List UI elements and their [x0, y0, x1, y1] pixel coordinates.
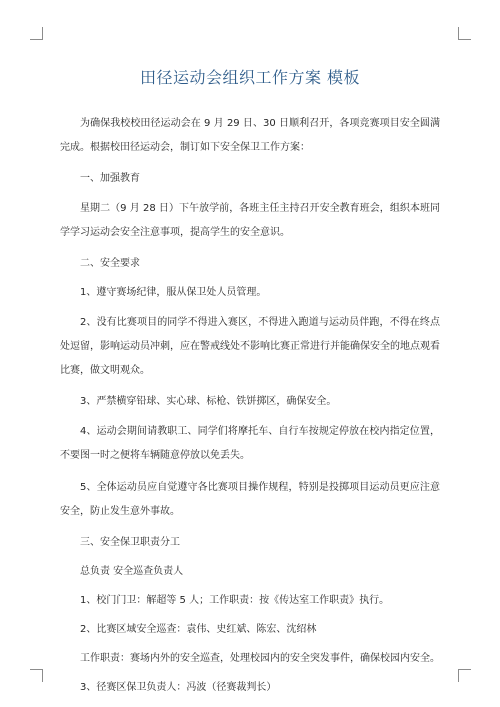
duty-item-3: 3、径赛区保卫负责人：冯波（径赛裁判长） — [80, 682, 277, 693]
crop-mark-bottom-left — [30, 669, 43, 682]
requirement-item-1: 1、遵守赛场纪律，服从保卫处人员管理。 — [80, 287, 267, 298]
duty-overall-lead: 总负责 安全巡查负责人 — [80, 566, 184, 577]
requirement-item-2: 2、没有比赛项目的同学不得进入赛区，不得进入跑道与运动员伴跑，不得在终点处逗留，影响运动员冲刺，应在警戒线处不影响比赛正常进行并能确保安全的地点观看比赛，做文明观众。 — [60, 317, 440, 376]
duty-item-1: 1、校门门卫：解超等 5 人；工作职责：按《传达室工作职责》执行。 — [80, 595, 390, 606]
requirement-item-5: 5、全体运动员应自觉遵守各比赛项目操作规程，特别是投掷项目运动员更应注意安全，防止发生意外事故。 — [60, 482, 440, 517]
crop-mark-top-left — [30, 27, 43, 40]
duty-item-2-responsibility: 工作职责：赛场内外的安全巡查，处理校园内的安全突发事件，确保校园内安全。 — [80, 653, 440, 664]
crop-mark-bottom-right — [458, 669, 471, 682]
intro-paragraph: 为确保我校校田径运动会在 9 月 29 日、30 日顺利召开，各项竞赛项目安全圆满完成。根据校田径运动会，制订如下安全保卫工作方案： — [60, 118, 440, 153]
requirement-item-4: 4、运动会期间请教职工、同学们将摩托车、自行车按规定停放在校内指定位置，不要图一时之便将车辆随意停放以免丢失。 — [60, 426, 440, 461]
crop-mark-top-right — [458, 27, 471, 40]
document-title: 田径运动会组织工作方案 模板 — [139, 68, 361, 87]
document-body — [60, 112, 440, 706]
section-heading-education: 一、加强教育 — [80, 173, 140, 184]
section-heading-duties: 三、安全保卫职责分工 — [80, 537, 180, 548]
section-heading-requirements: 二、安全要求 — [80, 258, 140, 269]
duty-item-2: 2、比赛区域安全巡查：袁伟、史红斌、陈宏、沈绍林 — [80, 624, 317, 635]
education-paragraph: 星期二（9 月 28 日）下午放学前，各班主任主持召开安全教育班会，组织本班同学学习运动会安全注意事项，提高学生的安全意识。 — [60, 203, 440, 238]
requirement-item-3: 3、严禁横穿铅球、实心球、标枪、铁饼掷区，确保安全。 — [80, 396, 337, 407]
